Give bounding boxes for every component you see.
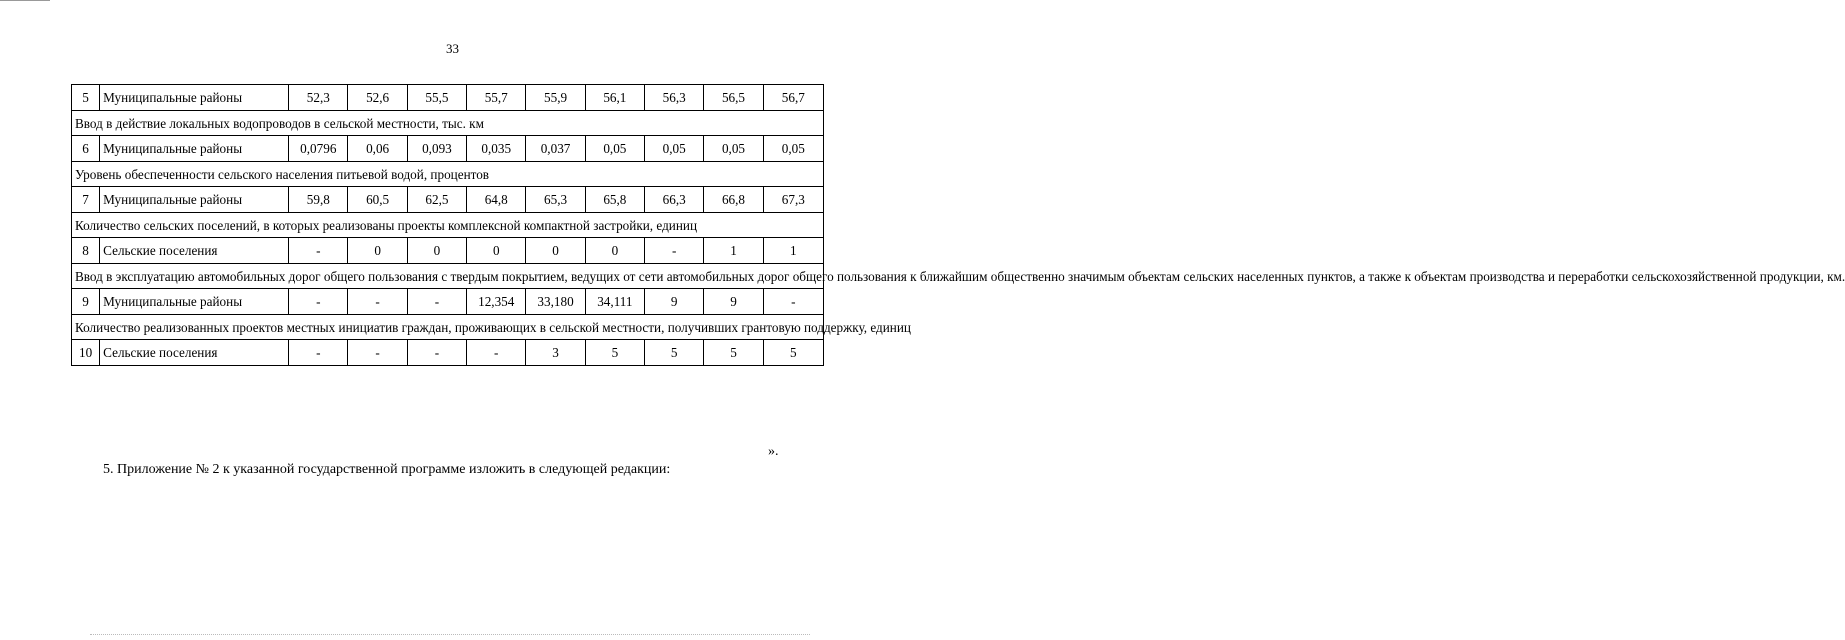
indicators-table <box>71 84 1845 366</box>
value-cell: 55,5 <box>407 85 466 111</box>
value-cell: 56,5 <box>704 85 763 111</box>
value-cell: 0 <box>585 238 644 264</box>
table-row <box>72 136 824 162</box>
row-number: 10 <box>72 340 100 366</box>
value-cell: - <box>289 340 348 366</box>
table-row <box>72 187 824 213</box>
value-cell: - <box>407 289 466 315</box>
value-cell: 55,7 <box>467 85 526 111</box>
value-cell: - <box>289 238 348 264</box>
row-territory-name: Муниципальные районы <box>100 136 289 162</box>
indicator-heading: Количество сельских поселений, в которых реализованы проекты комплексной компактной застройки, единиц <box>72 213 824 238</box>
value-cell: 0,05 <box>585 136 644 162</box>
value-cell: 52,6 <box>348 85 407 111</box>
scan-edge-mark <box>0 0 50 1</box>
value-cell: 65,3 <box>526 187 585 213</box>
value-cell: 0,05 <box>704 136 763 162</box>
row-territory-name: Сельские поселения <box>100 340 289 366</box>
page-number: 33 <box>446 41 459 56</box>
value-cell: 5 <box>763 340 823 366</box>
section-row <box>72 213 824 238</box>
indicator-heading: Количество реализованных проектов местных инициатив граждан, проживающих в сельской местности, получивших грантовую поддержку, единиц <box>72 315 824 340</box>
value-cell: 60,5 <box>348 187 407 213</box>
value-cell: 1 <box>704 238 763 264</box>
value-cell: 0,05 <box>763 136 823 162</box>
scan-bottom-artifact <box>90 634 810 636</box>
row-number: 8 <box>72 238 100 264</box>
row-territory-name: Муниципальные районы <box>100 187 289 213</box>
value-cell: 0,037 <box>526 136 585 162</box>
row-territory-name: Сельские поселения <box>100 238 289 264</box>
value-cell: 67,3 <box>763 187 823 213</box>
section-row <box>72 111 824 136</box>
value-cell: 0 <box>467 238 526 264</box>
value-cell: 1 <box>763 238 823 264</box>
value-cell: 59,8 <box>289 187 348 213</box>
value-cell: 66,3 <box>645 187 704 213</box>
value-cell: - <box>467 340 526 366</box>
value-cell: - <box>763 289 823 315</box>
value-cell: 0,0796 <box>289 136 348 162</box>
value-cell: 0 <box>407 238 466 264</box>
row-number: 5 <box>72 85 100 111</box>
value-cell: 0,06 <box>348 136 407 162</box>
indicator-heading: Ввод в действие локальных водопроводов в сельской местности, тыс. км <box>72 111 824 136</box>
value-cell: 65,8 <box>585 187 644 213</box>
value-cell: 64,8 <box>467 187 526 213</box>
value-cell: 55,9 <box>526 85 585 111</box>
value-cell: - <box>645 238 704 264</box>
section-row <box>72 264 824 289</box>
value-cell: - <box>348 340 407 366</box>
table-row <box>72 289 824 315</box>
value-cell: 66,8 <box>704 187 763 213</box>
value-cell: 34,111 <box>585 289 644 315</box>
table-row <box>72 85 824 111</box>
value-cell: 0,05 <box>645 136 704 162</box>
row-territory-name: Муниципальные районы <box>100 85 289 111</box>
value-cell: - <box>348 289 407 315</box>
value-cell: 56,7 <box>763 85 823 111</box>
value-cell: 56,3 <box>645 85 704 111</box>
value-cell: 0 <box>526 238 585 264</box>
indicator-heading: Уровень обеспеченности сельского населения питьевой водой, процентов <box>72 162 824 187</box>
closing-quote: ». <box>768 444 779 459</box>
instruction-paragraph: 5. Приложение № 2 к указанной государственной программе изложить в следующей редакции: <box>103 462 671 477</box>
value-cell: 0,035 <box>467 136 526 162</box>
value-cell: 62,5 <box>407 187 466 213</box>
value-cell: 3 <box>526 340 585 366</box>
table-row <box>72 340 824 366</box>
value-cell: 0 <box>348 238 407 264</box>
value-cell: 33,180 <box>526 289 585 315</box>
section-row <box>72 162 824 187</box>
row-number: 6 <box>72 136 100 162</box>
indicator-heading: Ввод в эксплуатацию автомобильных дорог общего пользования с твердым покрытием, ведущих от сети автомобильных дорог общего пользования к ближайшим общественно значимым объектам сельских населенных пунктов, а также к объектам производства и переработки сельскохозяйственной продукции, км. <box>72 264 824 289</box>
value-cell: 5 <box>645 340 704 366</box>
value-cell: 12,354 <box>467 289 526 315</box>
value-cell: 5 <box>704 340 763 366</box>
value-cell: 9 <box>704 289 763 315</box>
value-cell: 56,1 <box>585 85 644 111</box>
value-cell: - <box>289 289 348 315</box>
value-cell: 0,093 <box>407 136 466 162</box>
section-row <box>72 315 824 340</box>
row-number: 7 <box>72 187 100 213</box>
table-row <box>72 238 824 264</box>
value-cell: 52,3 <box>289 85 348 111</box>
row-number: 9 <box>72 289 100 315</box>
value-cell: 5 <box>585 340 644 366</box>
value-cell: 9 <box>645 289 704 315</box>
row-territory-name: Муниципальные районы <box>100 289 289 315</box>
value-cell: - <box>407 340 466 366</box>
